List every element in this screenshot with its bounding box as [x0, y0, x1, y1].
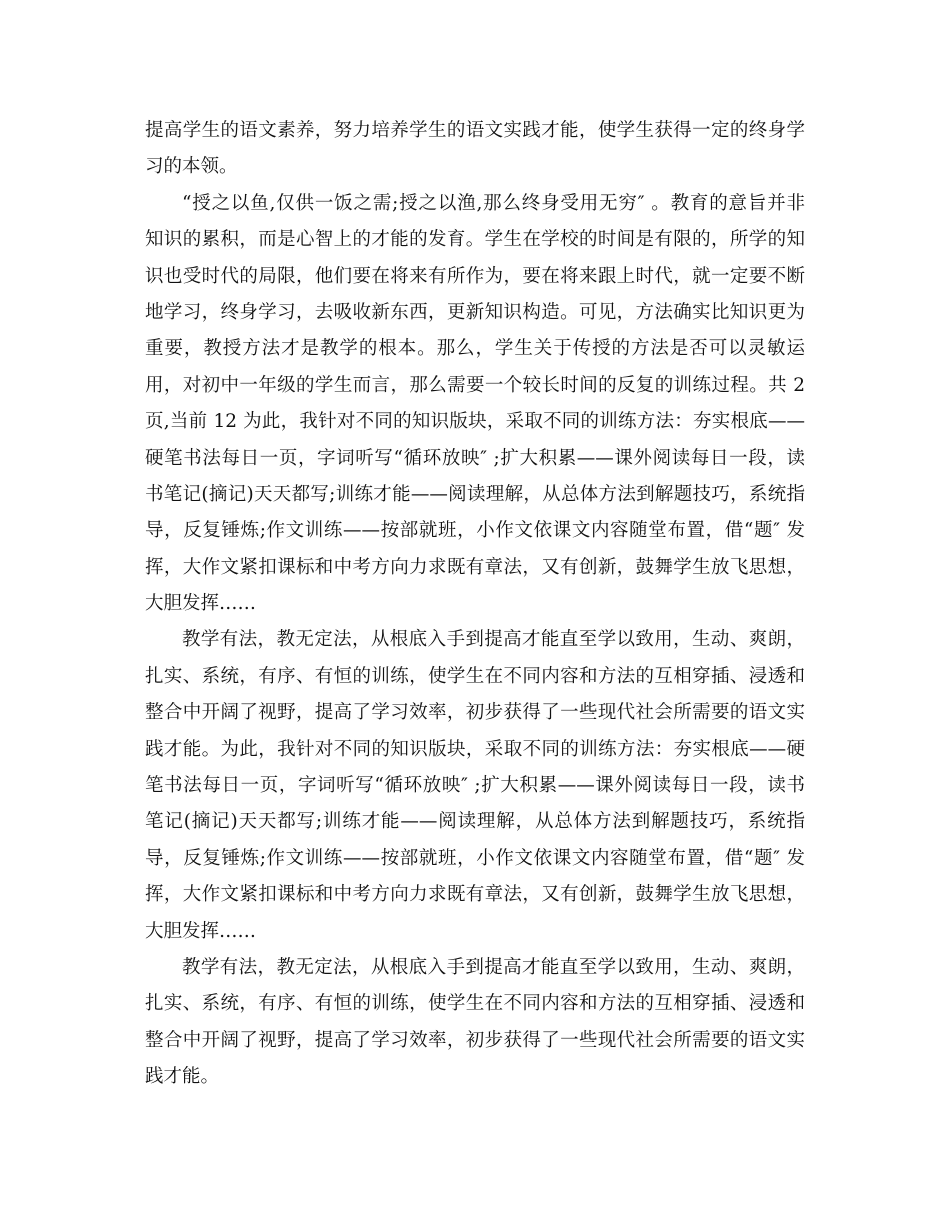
text-line: 挥，大作文紧扣课标和中考方向力求既有章法，又有创新，鼓舞学生放飞思想， [145, 884, 805, 906]
text-line: 扎实、系统，有序、有恒的训练，使学生在不同内容和方法的互相穿插、浸透和 [145, 665, 805, 687]
text-line: 地学习，终身学习，去吸收新东西，更新知识构造。可见，方法确实比知识更为 [145, 301, 805, 323]
text-line: 习的本领。 [145, 156, 238, 178]
text-line: 提高学生的语文素养，努力培养学生的语文实践才能，使学生获得一定的终身学 [145, 120, 805, 141]
text-line: 教学有法，教无定法，从根底入手到提高才能直至学以致用，生动、爽朗， [182, 629, 805, 651]
document-body [145, 113, 805, 1096]
text-line: 识也受时代的局限，他们要在将来有所作为，要在将来跟上时代，就一定要不断 [145, 265, 805, 287]
text-line: 践才能。为此，我针对不同的知识版块，采取不同的训练方法：夯实根底——硬 [145, 738, 805, 760]
text-line: 笔书法每日一页，字词听写“循环放映″ ;扩大积累——课外阅读每日一段，读书 [145, 775, 805, 797]
text-line: 导，反复锤炼;作文训练——按部就班，小作文依课文内容随堂布置，借“题″ 发 [145, 847, 805, 869]
text-line: 教学有法，教无定法，从根底入手到提高才能直至学以致用，生动、爽朗， [182, 956, 805, 978]
text-line: 践才能。 [145, 1066, 220, 1088]
text-line: 用，对初中一年级的学生而言，那么需要一个较长时间的反复的训练过程。共 2 [145, 374, 805, 396]
text-line: 知识的累积，而是心智上的才能的发育。学生在学校的时间是有限的，所学的知 [145, 229, 805, 251]
text-line: 重要，教授方法才是教学的根本。那么，学生关于传授的方法是否可以灵敏运 [145, 338, 805, 360]
text-line: “授之以鱼,仅供一饭之需;授之以渔,那么终身受用无穷″ 。教育的意旨并非 [182, 192, 805, 214]
text-line: 大胆发挥…… [145, 593, 257, 615]
text-line: 整合中开阔了视野，提高了学习效率，初步获得了一些现代社会所需要的语文实 [145, 1029, 805, 1051]
text-line: 页,当前 12 为此，我针对不同的知识版块，采取不同的训练方法：夯实根底—— [145, 411, 805, 433]
text-line: 大胆发挥…… [145, 920, 257, 942]
text-line: 扎实、系统，有序、有恒的训练，使学生在不同内容和方法的互相穿插、浸透和 [145, 993, 805, 1015]
text-line: 笔记(摘记)天天都写;训练才能——阅读理解，从总体方法到解题技巧，系统指 [145, 811, 805, 833]
text-line: 书笔记(摘记)天天都写;训练才能——阅读理解，从总体方法到解题技巧，系统指 [145, 483, 805, 505]
text-line: 硬笔书法每日一页，字词听写“循环放映″ ;扩大积累——课外阅读每日一段，读 [145, 447, 805, 469]
text-line: 整合中开阔了视野，提高了学习效率，初步获得了一些现代社会所需要的语文实 [145, 702, 805, 724]
text-line: 导，反复锤炼;作文训练——按部就班，小作文依课文内容随堂布置，借“题″ 发 [145, 520, 805, 542]
text-line: 挥，大作文紧扣课标和中考方向力求既有章法，又有创新，鼓舞学生放飞思想， [145, 556, 805, 578]
